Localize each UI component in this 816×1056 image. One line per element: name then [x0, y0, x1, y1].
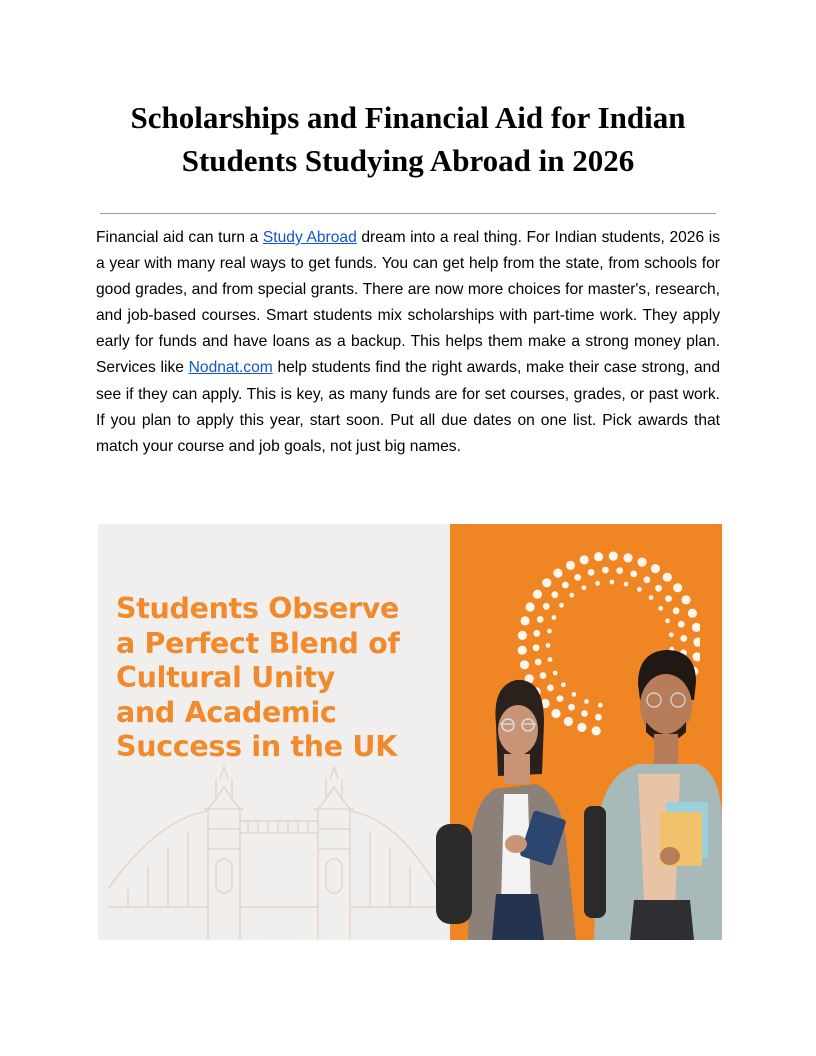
- study-abroad-link[interactable]: Study Abroad: [262, 229, 357, 246]
- headline-line: Students Observe: [116, 592, 400, 625]
- intro-paragraph: [96, 225, 720, 460]
- headline-line: Cultural Unity: [116, 661, 336, 694]
- document-title: [96, 96, 720, 182]
- title-line-2: Students Studying Abroad in 2026: [181, 143, 635, 178]
- title-line-1: Scholarships and Financial Aid for Indian: [130, 100, 686, 135]
- tower-bridge-outline-icon: [108, 739, 438, 939]
- horizontal-divider: [100, 213, 716, 214]
- intro-text-2: dream into a real thing. For Indian students, 2026 is a year with many real ways to get funds. You can get help from the state, from schools for good grades, and from special grants. There are now more choices for master's, research, and job-based courses. Smart students mix scholarships with part-time work. They apply early for funds and have loans as a backup. This helps them make a strong money plan. Services like: [96, 229, 720, 377]
- male-student-figure: [584, 650, 722, 940]
- banner-headline: [116, 592, 416, 765]
- intro-text-1: Financial aid can turn a: [96, 229, 263, 246]
- female-student-figure: [436, 680, 576, 940]
- headline-line: a Perfect Blend of: [116, 626, 400, 660]
- headline-line: Success in the UK: [116, 730, 398, 763]
- headline-line: and Academic: [116, 695, 337, 729]
- intro-text-3: help students find the right awards, make their case strong, and see if they can apply. This is key, as many funds are for set courses, grades, or past work. If you plan to apply this year, start soon. Put all due dates on one list. Pick awards that match your course and job goals, not just big names.: [96, 359, 721, 455]
- students-photo: [398, 624, 722, 940]
- banner-image: [98, 524, 722, 940]
- nodnat-link[interactable]: Nodnat.com: [188, 359, 273, 377]
